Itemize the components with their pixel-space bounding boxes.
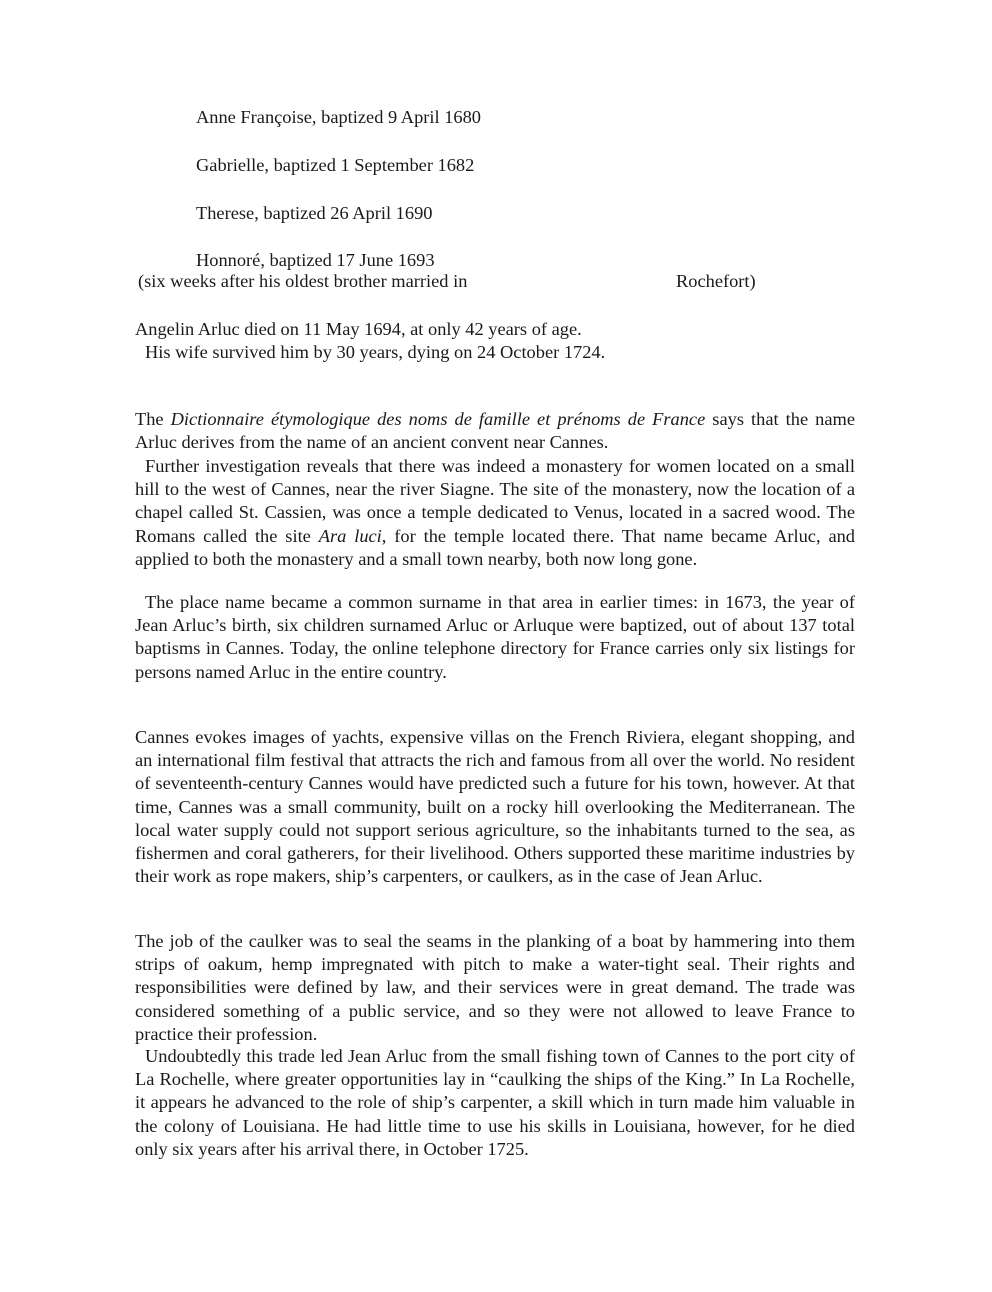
honnore-note-left: (six weeks after his oldest brother married in	[138, 271, 468, 291]
child-therese: Therese, baptized 26 April 1690	[196, 203, 433, 223]
investigation-post-text: , for the temple located there. That name became Arluc, and applied to both the monastery and a small town nearby, both now long gone.	[135, 525, 855, 569]
surname-paragraph-text: The place name became a common surname in that area in earlier times: in 1673, the year of Jean Arluc’s birth, six children surnamed Arluc or Arluque were baptized, out of about 137 total baptisms in Cannes. Today, the online telephone directory for France carries only six listings for persons named Arluc in the entire country.	[135, 592, 855, 682]
trade-paragraph	[135, 1045, 855, 1161]
name-origin-intro-paragraph	[135, 408, 855, 454]
investigation-pre-text: Further investigation reveals that there was indeed a monastery for women located on a small hill to the west of Cannes, near the river Siagne. The site of the monastery, now the location of a chapel called St. Cassien, was once a temple dedicated to Venus, located in a sacred wood. The Romans called the site	[135, 456, 855, 546]
investigation-paragraph	[135, 455, 855, 571]
intro-pre-text: The	[135, 409, 171, 429]
child-anne-francoise: Anne Françoise, baptized 9 April 1680	[196, 107, 481, 127]
death-line-wife: His wife survived him by 30 years, dying on 24 October 1724.	[145, 342, 606, 362]
surname-paragraph	[135, 591, 855, 684]
death-line-angelin: Angelin Arluc died on 11 May 1694, at only 42 years of age.	[135, 319, 582, 339]
honnore-note-right: Rochefort)	[676, 271, 756, 291]
child-honnore: Honnoré, baptized 17 June 1693	[196, 250, 435, 270]
intro-post-text: says that the name Arluc derives from the name of an ancient convent near Cannes.	[135, 409, 855, 453]
cannes-paragraph: Cannes evokes images of yachts, expensive villas on the French Riviera, elegant shopping, and an international film festival that attracts the rich and famous from all over the world. No resident of seventeenth-century Cannes would have predicted such a future for his town, however. At that time, Cannes was a small community, built on a rocky hill overlooking the Mediterranean. The local water supply could not support serious agriculture, so the inhabitants turned to the sea, as fishermen and coral gatherers, for their livelihood. Others supported these maritime industries by their work as rope makers, ship’s carpenters, or caulkers, as in the case of Jean Arluc.	[135, 727, 855, 887]
dictionary-title: Dictionnaire étymologique des noms de famille et prénoms de France	[170, 409, 706, 429]
trade-paragraph-text: Undoubtedly this trade led Jean Arluc from the small fishing town of Cannes to the port city of La Rochelle, where greater opportunities lay in “caulking the ships of the King.” In La Rochelle, it appears he advanced to the role of ship’s carpenter, a skill which in turn made him valuable in the colony of Louisiana. He had little time to use his skills in Louisiana, however, for he died only six years after his arrival there, in October 1725.	[135, 1046, 855, 1159]
child-gabrielle: Gabrielle, baptized 1 September 1682	[196, 155, 475, 175]
caulker-paragraph: The job of the caulker was to seal the seams in the planking of a boat by hammering into them strips of oakum, hemp impregnated with pitch to make a water-tight seal. Their rights and responsibilities were defined by law, and their services were in great demand. The trade was considered something of a public service, and so they were not allowed to leave France to practice their profession.	[135, 931, 855, 1044]
ara-luci-site-name: Ara luci	[318, 525, 382, 546]
